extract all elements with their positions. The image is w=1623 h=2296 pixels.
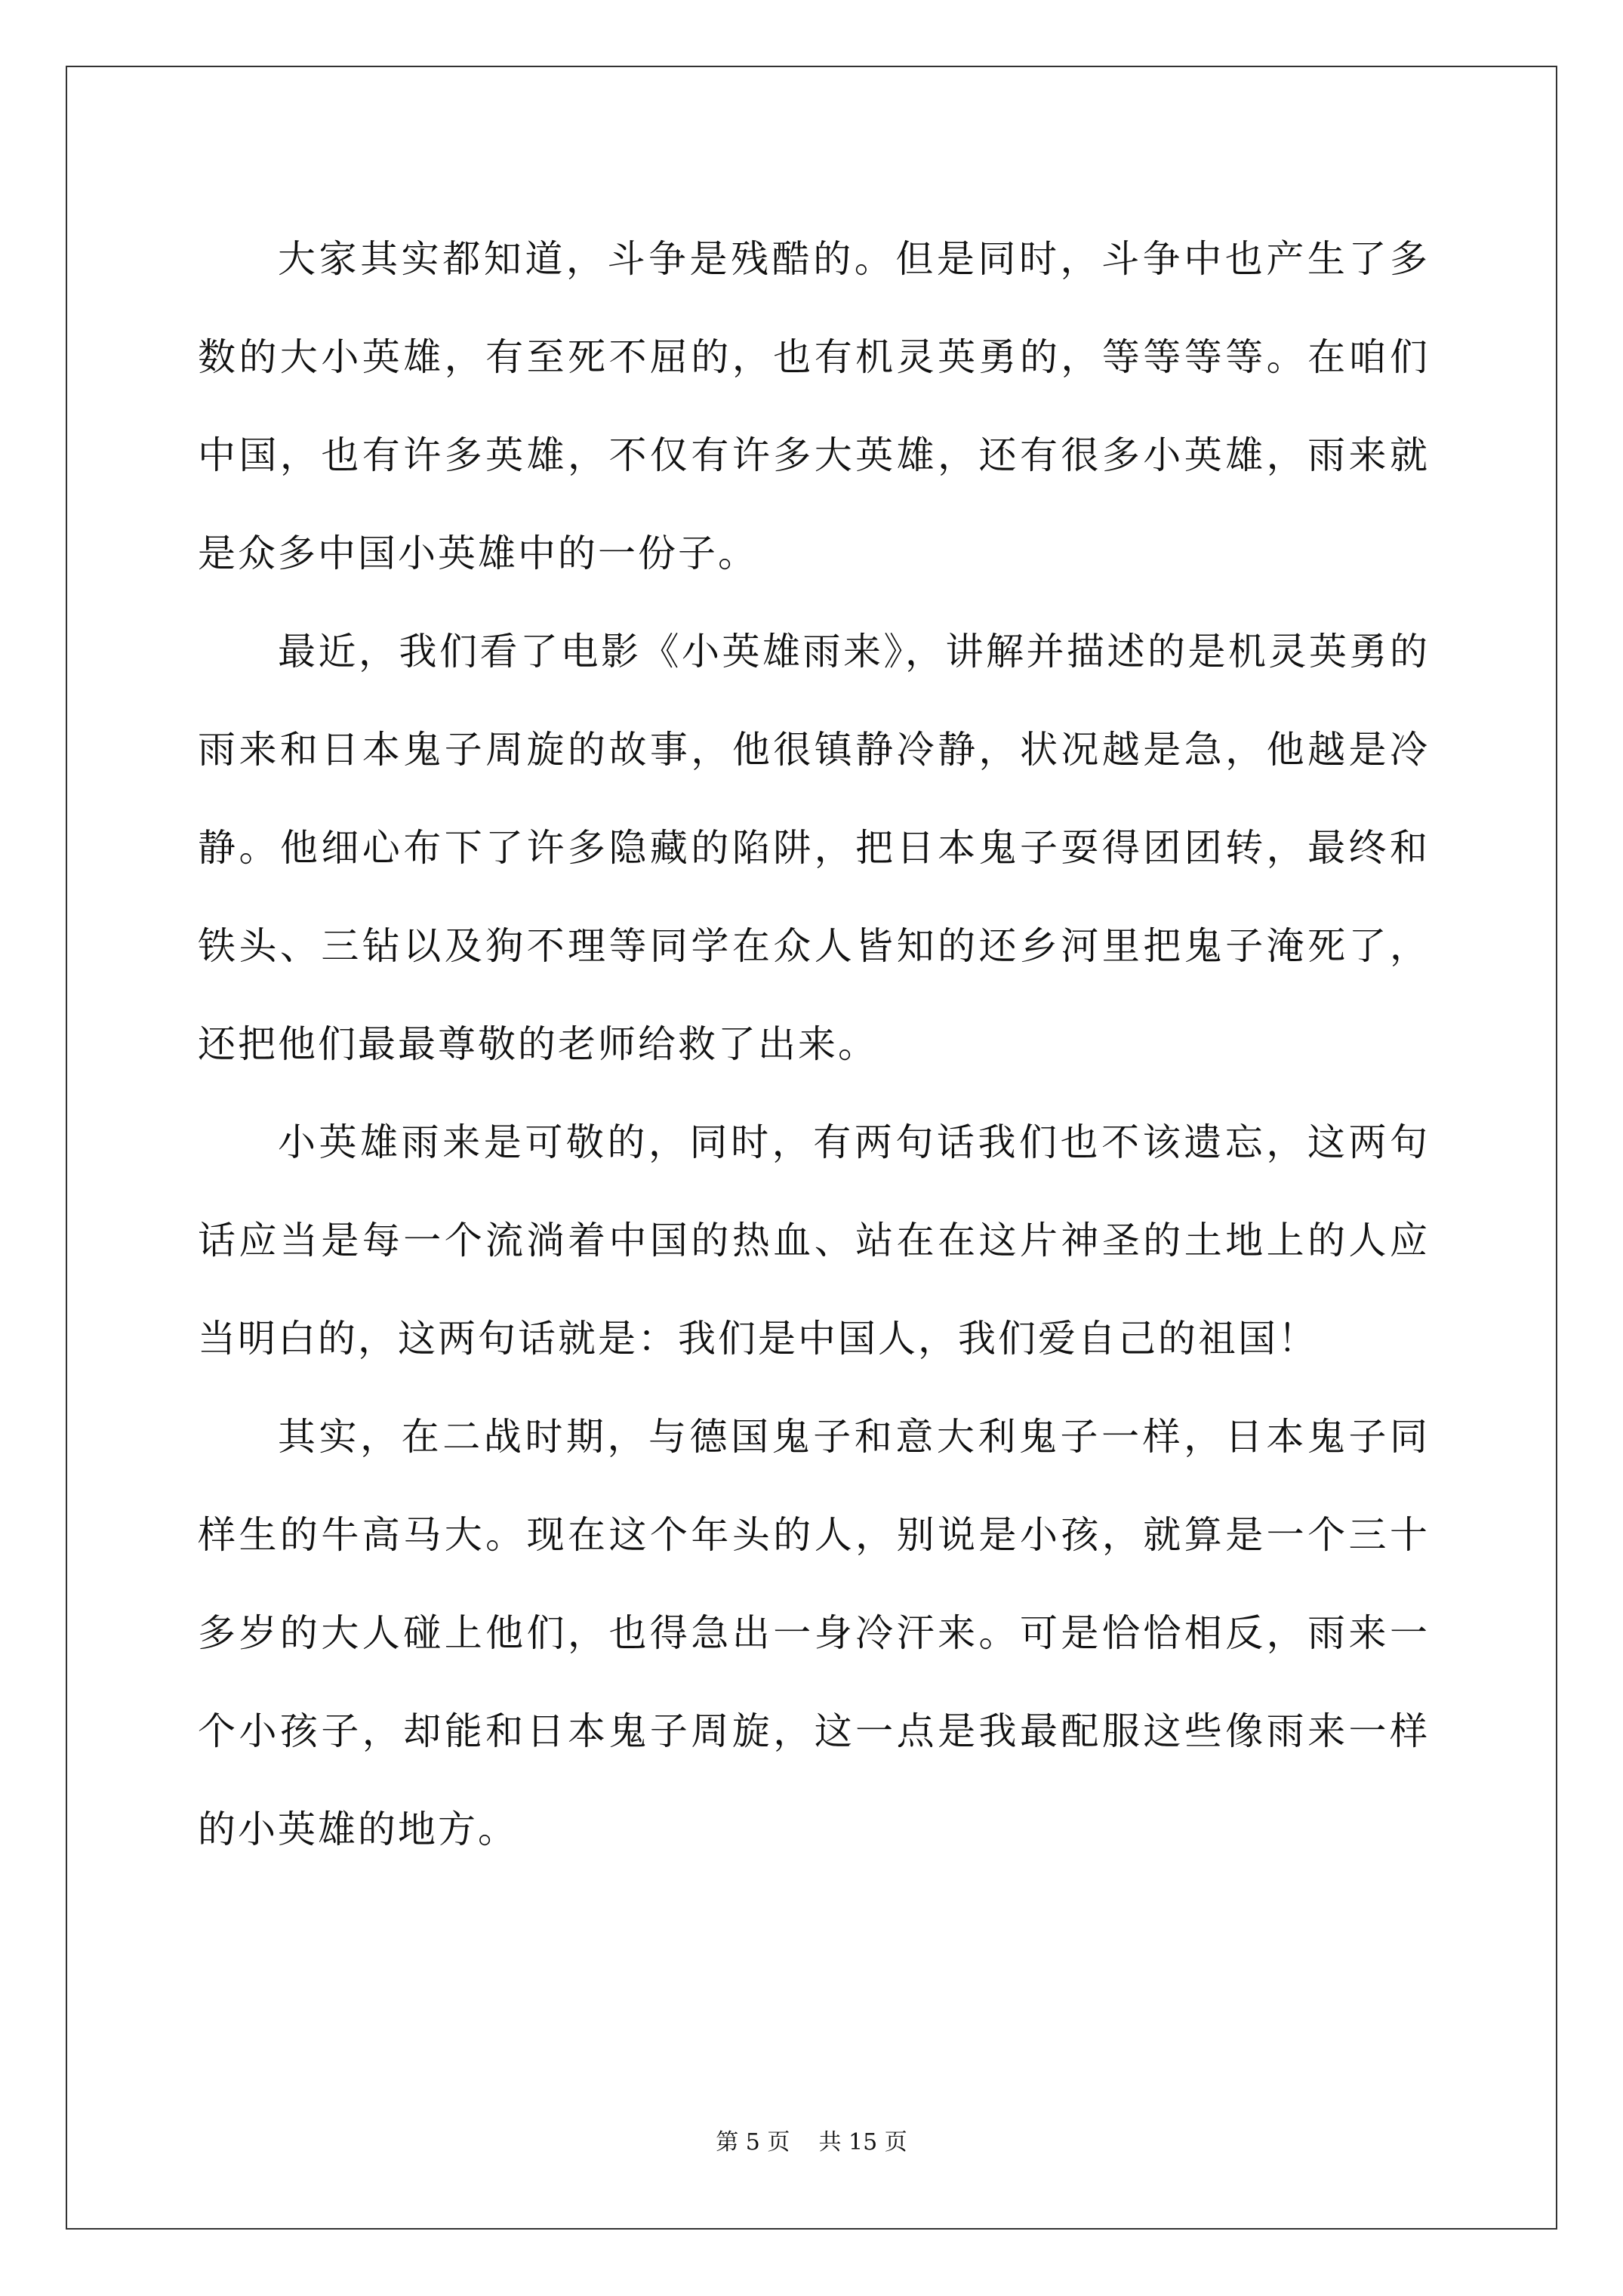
paragraph: 最近，我们看了电影《小英雄雨来》，讲解并描述的是机灵英勇的雨来和日本鬼子周旋的故事，他很镇静冷静，状况越是急，他越是冷静。他细心布下了许多隐藏的陷阱，把日本鬼子耍得团团转，最终和铁头、三钻以及狗不理等同学在众人皆知的还乡河里把鬼子淹死了，还把他们最最尊敬的老师给救了出来。	[198, 630, 1430, 1066]
page-number-footer: 第 5 页 共 15 页	[716, 2129, 907, 2156]
paragraph: 小英雄雨来是可敬的，同时，有两句话我们也不该遗忘，这两句话应当是每一个流淌着中国的热血、站在在这片神圣的土地上的人应当明白的，这两句话就是：我们是中国人，我们爱自己的祖国！	[198, 1120, 1430, 1361]
paragraph: 其实，在二战时期，与德国鬼子和意大利鬼子一样，日本鬼子同样生的牛高马大。现在这个年头的人，别说是小孩，就算是一个三十多岁的大人碰上他们，也得急出一身冷汗来。可是恰恰相反，雨来一个小孩子，却能和日本鬼子周旋，这一点是我最配服这些像雨来一样的小英雄的地方。	[198, 1415, 1430, 1851]
document-body	[198, 210, 1430, 1878]
paragraph: 大家其实都知道，斗争是残酷的。但是同时，斗争中也产生了多数的大小英雄，有至死不屈的，也有机灵英勇的，等等等等。在咱们中国，也有许多英雄，不仅有许多大英雄，还有很多小英雄，雨来就是众多中国小英雄中的一份子。	[198, 237, 1430, 575]
